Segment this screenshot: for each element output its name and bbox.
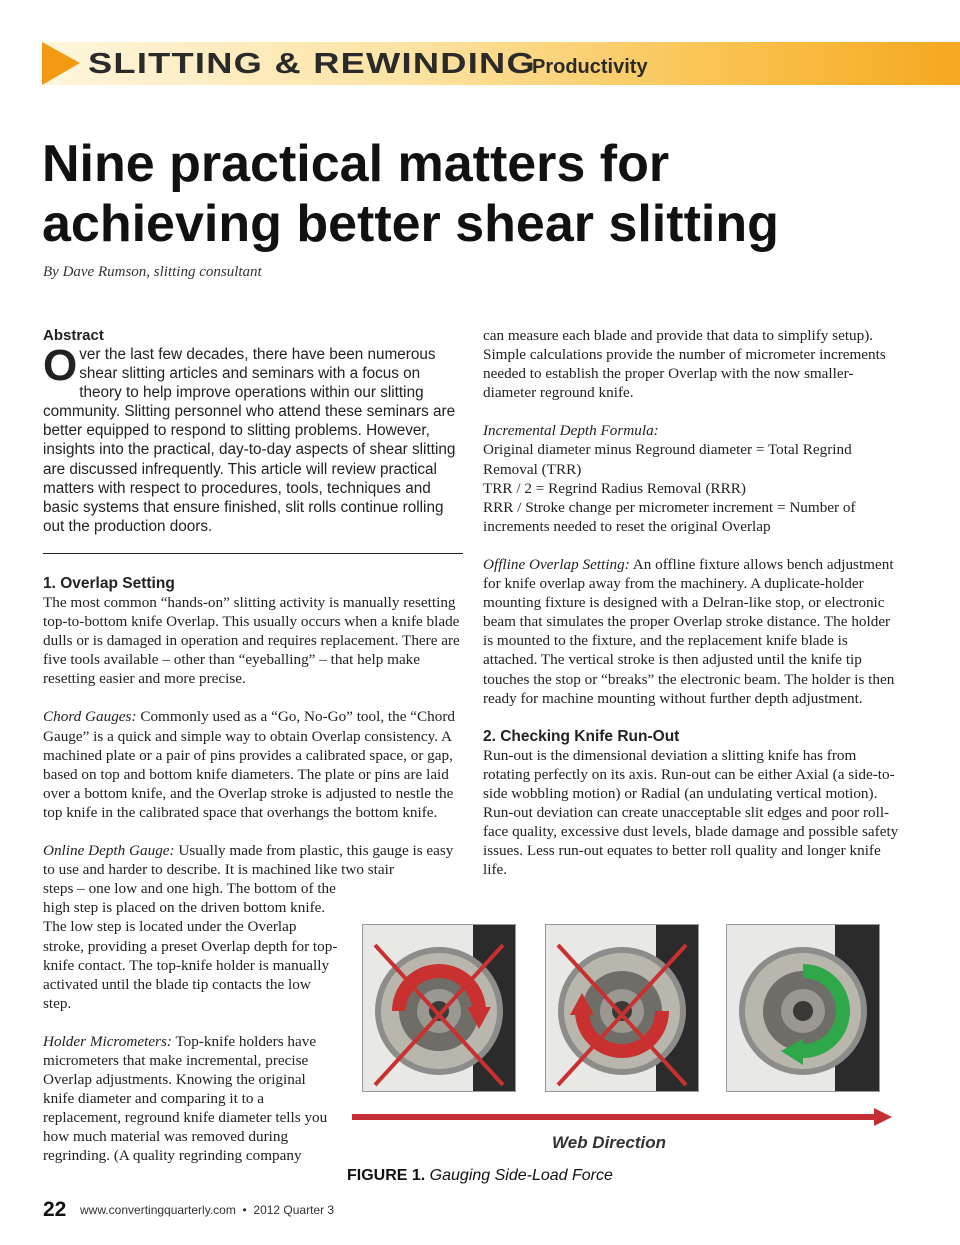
chord-gauges-label: Chord Gauges:: [43, 708, 137, 726]
section-1-heading: 1. Overlap Setting: [43, 575, 175, 592]
holder-micrometers-label: Holder Micrometers:: [43, 1032, 172, 1050]
footer-info: [80, 1203, 334, 1217]
figure-caption-text: Gauging Side-Load Force: [425, 1167, 613, 1184]
web-direction-label: Web Direction: [552, 1133, 666, 1152]
section-2-heading: 2. Checking Knife Run-Out: [483, 727, 680, 745]
figure-panel-3: [726, 924, 880, 1092]
online-depth-text-2: steps – one low and one high. The bottom of the high step is placed on the driven bottom knife. The low step is located under the Overlap stroke, providing a preset Overlap depth for top-knife contact. The top-knife holder is manually activated until the blade tip contacts the low step.: [43, 880, 338, 1012]
chord-gauges-paragraph: [43, 707, 463, 822]
abstract-divider: [43, 553, 463, 554]
right-column: [483, 326, 903, 879]
continued-text: can measure each blade and provide that data to simplify setup). Simple calculations provide the number of micrometer increments needed to establish the proper Overlap with the now smaller-diameter reground knife.: [483, 327, 886, 402]
section-subtitle: Productivity: [532, 56, 648, 78]
left-column: [43, 326, 463, 536]
byline: By Dave Rumson, slitting consultant: [43, 264, 262, 280]
holder-micrometers-paragraph: [43, 1032, 339, 1166]
figure-caption-label: FIGURE 1.: [347, 1167, 426, 1184]
offline-overlap-text: An offline fixture allows bench adjustment for knife overlap away from the machinery. A duplicate-holder mounting fixture is designed with a Delran-like stop, or electronic beam that simulates the proper Overlap stroke distance. The holder is mounted to the fixture, and the replacement knife blade is attached. The vertical stroke is then adjusted until the knife tip touches the stop or “breaks” the electronic beam. The holder is then ready for machine mounting without further depth adjustment.: [483, 555, 895, 707]
abstract-text: [43, 341, 463, 536]
figure-panel-1: [362, 924, 516, 1092]
offline-overlap-paragraph: [483, 555, 903, 708]
online-depth-label: Online Depth Gauge:: [43, 842, 175, 860]
section-2-text: Run-out is the dimensional deviation a slitting knife has from rotating perfectly on its axis. Run-out can be either Axial (a side-to-side wobbling motion) or Radial (an undulating vertical motion). Run-out deviation can create unacceptable slit edges and poor roll-face quality, excessive dust levels, blade damage and possible safety issues. Less run-out equates to better roll quality and longer knife life.: [483, 746, 899, 879]
formula-line-3: RRR / Stroke change per micrometer increment = Number of increments needed to reset the original Overlap: [483, 498, 856, 535]
online-depth-text-1: Usually made from plastic, this gauge is easy to use and harder to describe. It is machined like two stair: [43, 842, 454, 879]
article-title: [42, 134, 922, 254]
figure-caption: [347, 1167, 613, 1185]
formula-heading: Incremental Depth Formula:: [483, 422, 659, 440]
formula-line-1: Original diameter minus Reground diameter = Total Regrind Removal (TRR): [483, 441, 852, 478]
figure-panel-2: [545, 924, 699, 1092]
web-direction-arrowhead-icon: [874, 1108, 892, 1126]
section-title: SLITTING & REWINDING: [88, 48, 536, 80]
online-depth-paragraph: [43, 841, 463, 879]
offline-overlap-label: Offline Overlap Setting:: [483, 555, 630, 573]
formula-line-2: TRR / 2 = Regrind Radius Removal (RRR): [483, 479, 746, 497]
holder-micrometers-text: Top-knife holders have micrometers that make incremental, precise Overlap adjustments. Knowing the original knife diameter and comparing it to a replacement, reground knife diameter tells you how much material was removed during regrinding. (A quality regrinding company: [43, 1032, 328, 1165]
footer-separator: •: [242, 1203, 247, 1217]
page-number: 22: [43, 1198, 67, 1221]
web-direction-arrow: [352, 1114, 876, 1120]
abstract-body: ver the last few decades, there have been numerous shear slitting articles and seminars with a focus on theory to help improve operations within our slitting community. Slitting personnel who attend these seminars are better equipped to respond to slitting problems. However, insights into the practical, day-to-day aspects of shear slitting are discussed infrequently. This article will review practical matters with respect to procedures, tools, techniques and basic systems that ensure finished, slit rolls continue rolling out the production doors.: [43, 346, 456, 535]
drop-cap: O: [43, 341, 78, 390]
title-line-1: Nine practical matters for: [42, 135, 670, 193]
title-line-2: achieving better shear slitting: [42, 195, 779, 253]
chord-gauges-text: Commonly used as a “Go, No-Go” tool, the “Chord Gauge” is a quick and simple way to obtain Overlap consistency. A machined plate or a pair of pins provides a calibrated space, or gap, based on top and bottom knife diameters. The plate or pins are laid over a bottom knife, and the Overlap stroke is adjusted to nestle the top knife in the calibrated space that overhangs the bottom knife.: [43, 708, 455, 821]
abstract-heading: Abstract: [43, 327, 104, 344]
footer-issue: 2012 Quarter 3: [253, 1203, 335, 1217]
header-arrow-icon: [42, 42, 80, 85]
section-1-intro: The most common “hands-on” slitting activity is manually resetting top-to-bottom knife Overlap. This usually occurs when a knife blade dulls or is damaged in operation and requires replacement. There are five tools available – other than “eyeballing” – that help make resetting easier and more precise.: [43, 594, 460, 688]
footer-website: www.convertingquarterly.com: [80, 1203, 236, 1217]
